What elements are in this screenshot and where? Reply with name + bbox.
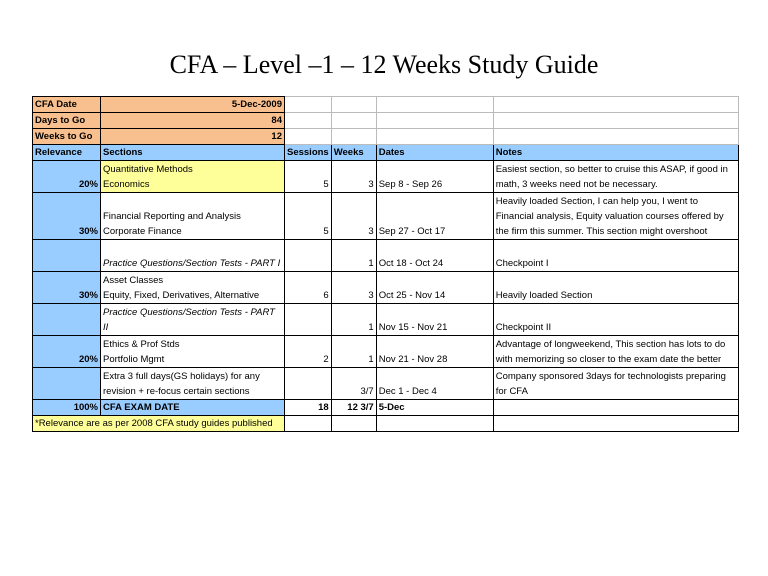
total-weeks: 12 3/7 [331,400,376,416]
cfa-date-label: CFA Date [33,97,101,113]
weeks-to-go-value: 12 [101,129,285,145]
section-line: Equity, Fixed, Derivatives, Alternative [103,290,260,301]
days-to-go-value: 84 [101,113,285,129]
table-row [33,193,739,240]
weeks-cell: 1 [331,304,376,336]
header-notes: Notes [493,145,738,161]
notes-cell: Company sponsored 3days for technologists preparing for CFA [493,368,738,400]
sessions-cell: 2 [285,336,332,368]
relevance-cell: 30% [33,193,101,240]
relevance-cell: 20% [33,336,101,368]
total-label: CFA EXAM DATE [101,400,285,416]
cfa-date-row [33,97,739,113]
relevance-cell [33,368,101,400]
notes-cell: Easiest section, so better to cruise this ASAP, if good in math, 3 weeks need not be necessary. [493,161,738,193]
total-row [33,400,739,416]
section-cell [101,161,285,193]
notes-cell: Heavily loaded Section [493,272,738,304]
section-cell: Extra 3 full days(GS holidays) for any revision + re-focus certain sections [101,368,285,400]
section-line: Financial Reporting and Analysis [103,211,241,222]
weeks-cell: 3 [331,193,376,240]
dates-cell: Oct 25 - Nov 14 [376,272,493,304]
sessions-cell [285,304,332,336]
dates-cell: Nov 15 - Nov 21 [376,304,493,336]
table-row [33,304,739,336]
dates-cell: Sep 27 - Oct 17 [376,193,493,240]
header-dates: Dates [376,145,493,161]
sessions-cell: 5 [285,161,332,193]
dates-cell: Nov 21 - Nov 28 [376,336,493,368]
weeks-to-go-label: Weeks to Go [33,129,101,145]
footnote: *Relevance are as per 2008 CFA study guides published [33,416,285,432]
header-weeks: Weeks [331,145,376,161]
sessions-cell: 5 [285,193,332,240]
weeks-cell: 1 [331,336,376,368]
total-dates: 5-Dec [376,400,493,416]
sessions-cell [285,240,332,272]
section-line: Asset Classes [103,275,164,286]
relevance-cell [33,240,101,272]
dates-cell: Sep 8 - Sep 26 [376,161,493,193]
section-line: Corporate Finance [103,226,182,237]
weeks-to-go-row [33,129,739,145]
sessions-cell: 6 [285,272,332,304]
header-relevance: Relevance [33,145,101,161]
section-cell: Practice Questions/Section Tests - PART II [101,304,285,336]
section-cell [101,336,285,368]
weeks-cell: 1 [331,240,376,272]
relevance-cell: 30% [33,272,101,304]
dates-cell: Dec 1 - Dec 4 [376,368,493,400]
notes-cell: Checkpoint I [493,240,738,272]
notes-cell: Advantage of longweekend, This section has lots to do with memorizing so closer to the exam date the better [493,336,738,368]
relevance-cell [33,304,101,336]
header-sections: Sections [101,145,285,161]
relevance-cell: 20% [33,161,101,193]
table-row [33,240,739,272]
section-line: Quantitative Methods [103,164,193,175]
section-cell: Practice Questions/Section Tests - PART I [101,240,285,272]
weeks-cell: 3/7 [331,368,376,400]
weeks-cell: 3 [331,272,376,304]
weeks-cell: 3 [331,161,376,193]
sessions-cell [285,368,332,400]
footnote-row [33,416,739,432]
section-line: Portfolio Mgmt [103,354,165,365]
table-row [33,161,739,193]
days-to-go-label: Days to Go [33,113,101,129]
notes-cell: Checkpoint II [493,304,738,336]
days-to-go-row [33,113,739,129]
page-title: CFA – Level –1 – 12 Weeks Study Guide [169,50,599,79]
table-row [33,272,739,304]
section-cell [101,272,285,304]
notes-cell: Heavily loaded Section, I can help you, I went to Financial analysis, Equity valuation courses offered by the firm this summer. This section might overshoot [493,193,738,240]
total-sessions: 18 [285,400,332,416]
header-sessions: Sessions [285,145,332,161]
table-row [33,336,739,368]
dates-cell: Oct 18 - Oct 24 [376,240,493,272]
cfa-date-value: 5-Dec-2009 [101,97,285,113]
section-line: Economics [103,179,150,190]
section-line: Ethics & Prof Stds [103,339,180,350]
study-guide-table [32,96,739,432]
section-cell [101,193,285,240]
total-relevance: 100% [33,400,101,416]
header-row [33,145,739,161]
table-row [33,368,739,400]
